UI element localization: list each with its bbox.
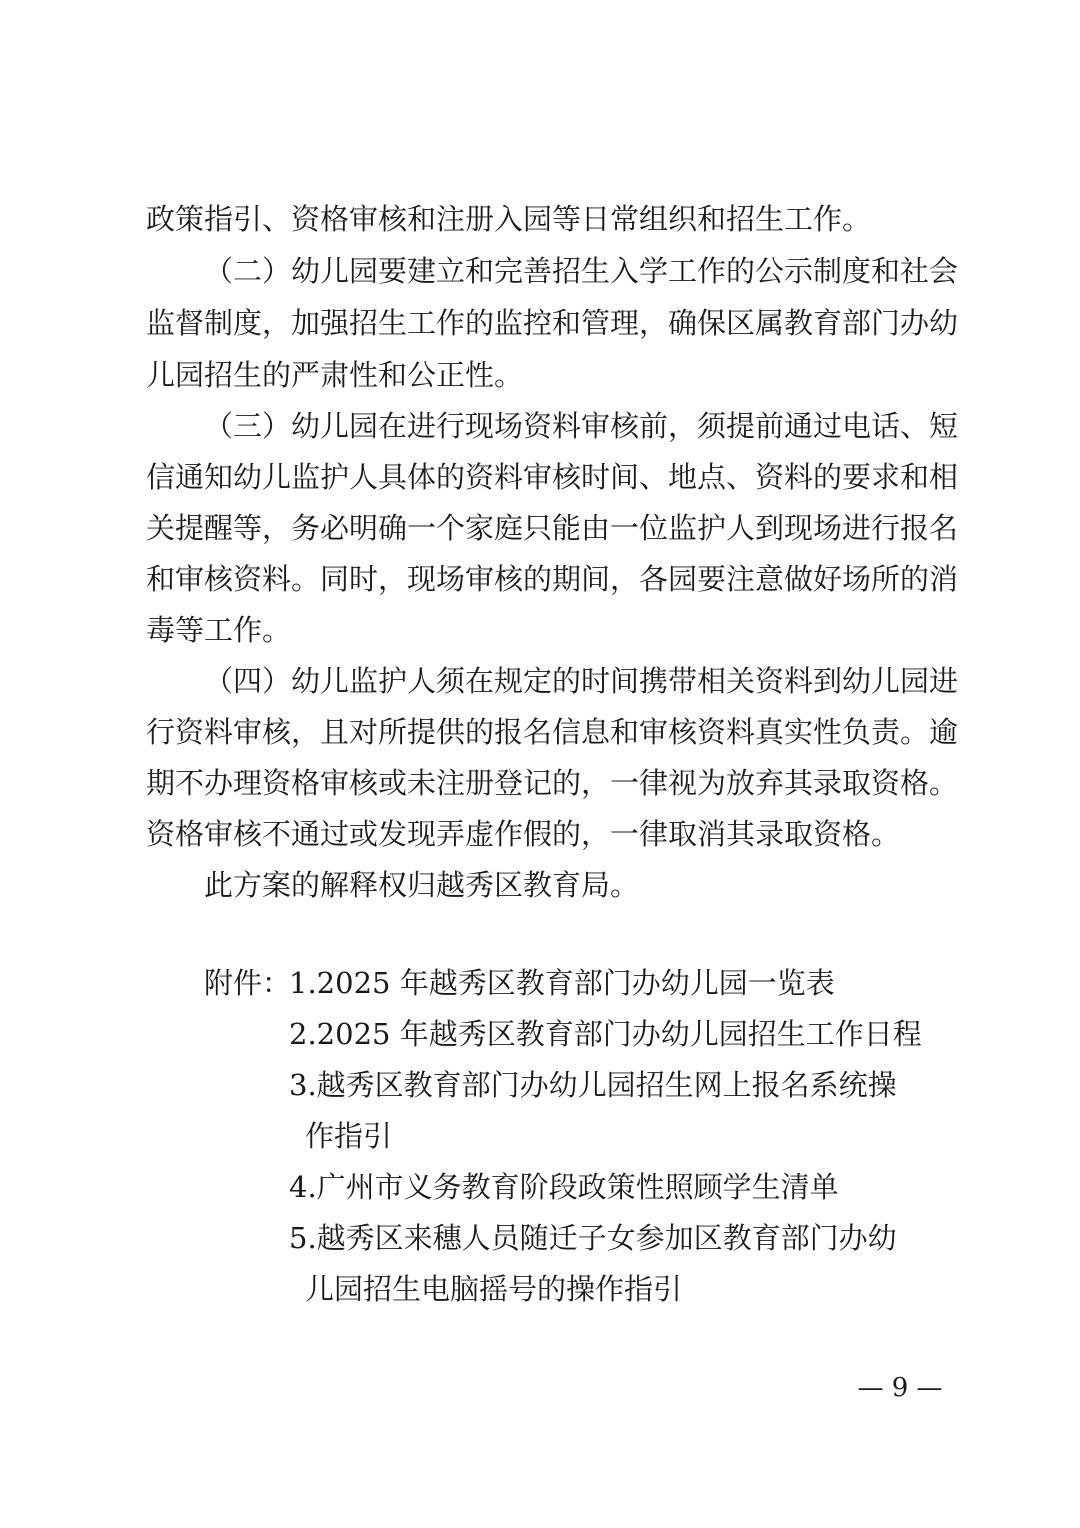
body-line-4: 儿园招生的严肃性和公正性。 [146,358,524,392]
attachment-item-2: 2.2025 年越秀区教育部门办幼儿园招生工作日程 [289,1017,922,1051]
body-line-10: （四）幼儿监护人须在规定的时间携带相关资料到幼儿园进 [204,664,959,698]
body-line-3: 监督制度，加强招生工作的监控和管理，确保区属教育部门办幼 [146,306,959,340]
body-line-1: 政策指引、资格审核和注册入园等日常组织和招生工作。 [146,202,872,236]
body-line-9: 毒等工作。 [146,613,292,647]
page-number: — 9 — [857,1373,943,1403]
attachments-label: 附件： [204,966,292,1000]
attachment-item-3-continued: 作指引 [305,1119,393,1153]
body-line-8: 和审核资料。同时，现场审核的期间，各园要注意做好场所的消 [146,562,959,596]
attachment-item-5-continued: 儿园招生电脑摇号的操作指引 [305,1272,683,1306]
attachment-item-3: 3.越秀区教育部门办幼儿园招生网上报名系统操 [289,1068,897,1102]
attachment-item-5: 5.越秀区来穗人员随迁子女参加区教育部门办幼 [289,1221,897,1255]
body-line-14: 此方案的解释权归越秀区教育局。 [204,868,640,902]
attachment-item-4: 4.广州市义务教育阶段政策性照顾学生清单 [289,1170,839,1204]
body-line-6: 信通知幼儿监护人具体的资料审核时间、地点、资料的要求和相 [146,460,959,494]
body-line-2: （二）幼儿园要建立和完善招生入学工作的公示制度和社会 [204,254,959,288]
body-line-11: 行资料审核，且对所提供的报名信息和审核资料真实性负责。逾 [146,715,959,749]
attachment-item-1: 1.2025 年越秀区教育部门办幼儿园一览表 [289,966,835,1000]
body-line-12: 期不办理资格审核或未注册登记的，一律视为放弃其录取资格。 [146,766,959,800]
body-line-7: 关提醒等，务必明确一个家庭只能由一位监护人到现场进行报名 [146,511,959,545]
body-line-5: （三）幼儿园在进行现场资料审核前，须提前通过电话、短 [204,409,959,443]
body-line-13: 资格审核不通过或发现弄虚作假的，一律取消其录取资格。 [146,817,901,851]
